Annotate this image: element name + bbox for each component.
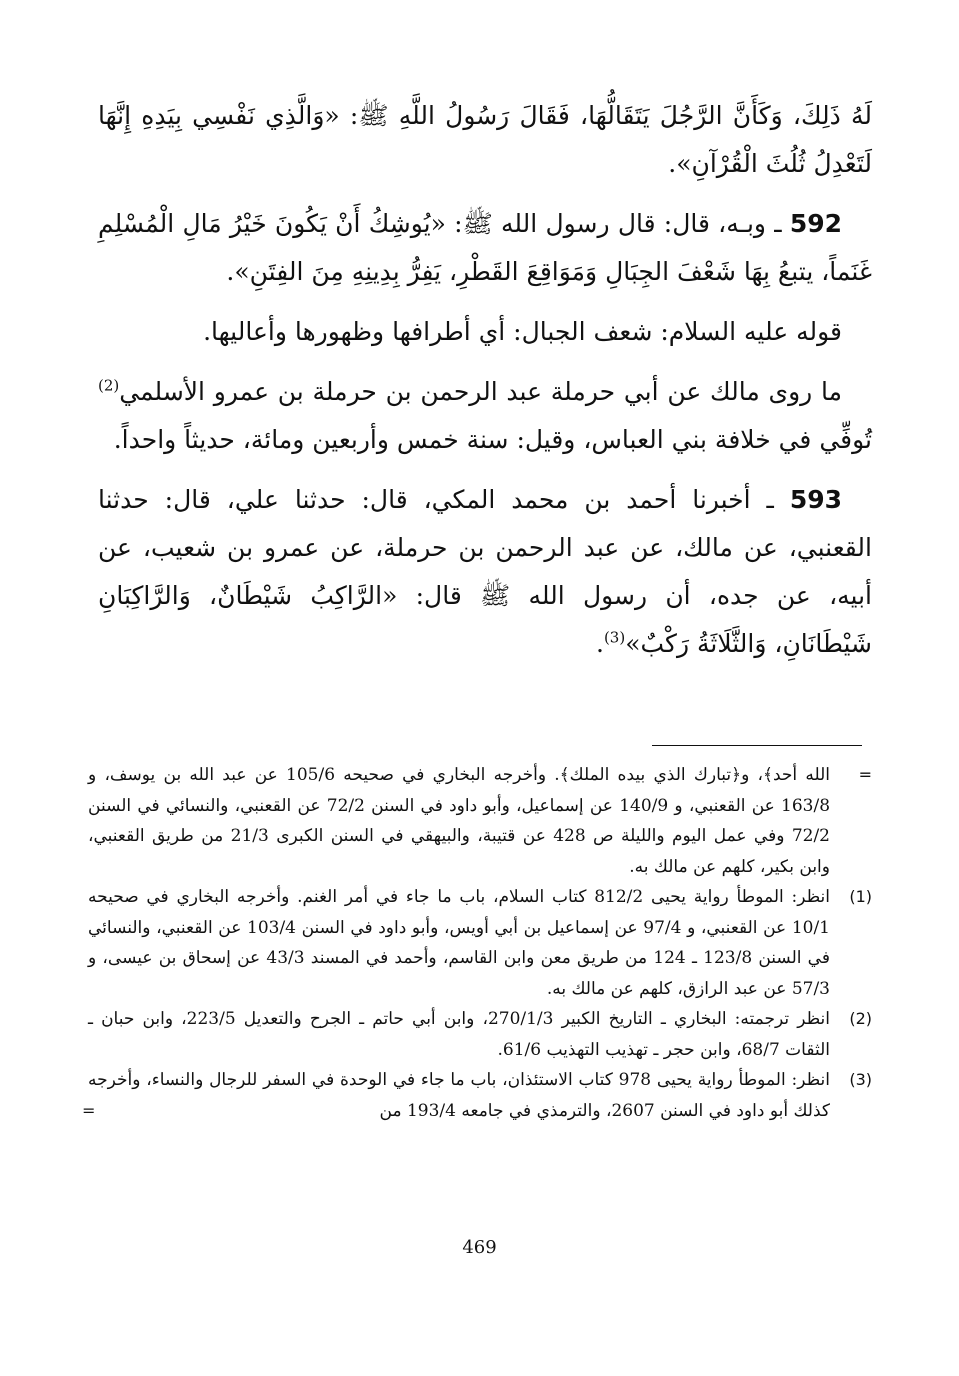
paragraph-continuation: لَهُ ذَلِكَ، وَكَأَنَّ الرَّجُلَ يَتَقَالُّهَا، فَقَالَ رَسُولُ اللَّهِ ﷺ: «وَالَّذِي نَفْسِي بِيَدِهِ إِنَّهَا لَتَعْدِلُ ثُلُثَ الْقُرْآنِ». [98, 101, 872, 178]
main-text [98, 92, 872, 668]
footnote-continuation [88, 760, 872, 882]
continuation-mark: = [82, 1100, 96, 1120]
page-number: 469 [462, 1237, 497, 1258]
footnote-text: الله أحد﴾، و﴿تبارك الذي بيده الملك﴾. وأخرجه البخاري في صحيحه 105/6 عن عبد الله بن يوسف، و 163/8 عن القعنبي، و 140/9 عن إسماعيل، وأبو داود في السنن 72/2 عن القعنبي، والنسائي في السنن 72/2 وفي عمل اليوم والليلة ص 428 عن قتيبة، والبيهقي في السنن الكبرى 21/3 من طريق القعنبي، وابن بكير، كلهم عن مالك به. [88, 765, 831, 877]
footnote-marker: (2) [849, 1009, 872, 1028]
footnote-marker: (1) [849, 887, 872, 906]
hadith-text: ـ وبـه، قال: قال رسول الله ﷺ: «يُوشِكُ أَنْ يَكُونَ خَيْرُ مَالِ الْمُسْلِمِ غَنَماً، يتبعُ بِهَا شَعْفَ الجِبَالِ وَمَوَاقِعَ القَطْرِ، يَفِرُّ بِدِينِهِ مِنَ الفِتَنِ». [98, 209, 872, 286]
narrator-section [98, 368, 872, 464]
footnote-divider [652, 745, 862, 747]
footnote-text: انظر: الموطأ رواية يحيى 978 كتاب الاستئذان، باب ما جاء في الوحدة في السفر للرجال والنساء، وأخرجه كذلك أبو داود في السنن 2607، والترمذي في جامعه 193/4 من [88, 1070, 830, 1121]
hadith-number: 592 [789, 209, 842, 238]
narrator-text-rest: تُوفِّي في خلافة بني العباس، وقيل: سنة خمس وأربعين ومائة، حديثاً واحداً. [113, 425, 872, 454]
footnote-2 [88, 1004, 872, 1065]
footnote-ref-3: (3) [603, 628, 626, 647]
hadith-592 [98, 200, 872, 296]
footnote-3 [82, 1065, 872, 1126]
hadith-text: ـ أخبرنا أحمد بن محمد المكي، قال: حدثنا علي، قال: حدثنا القعنبي، عن مالك، عن عبد الرحمن بن حرملة، عن عمرو بن شعيب، عن أبيه، عن جده، أن رسول الله ﷺ قال: «الرَّاكِبُ شَيْطَانٌ، وَالرَّاكِبَانِ شَيْطَانَانِ، وَالثَّلَاثَةُ رَكْبٌ» [98, 485, 872, 658]
hadith-number: 593 [789, 485, 842, 514]
footnote-1 [88, 882, 872, 1004]
continuation-mark: = [858, 765, 872, 784]
footnote-text: انظر: الموطأ رواية يحيى 812/2 كتاب السلام، باب ما جاء في أمر الغنم. وأخرجه البخاري في صحيحه 10/1 عن القعنبي، و 97/4 عن إسماعيل بن أبي أويس، وأبو داود في السنن 103/4 عن القعنبي، والنسائي في السنن 123/8 ـ 124 من طريق معن وابن القاسم، وأحمد في المسند 43/3 عن إسحاق بن عيسى، و 57/3 عن عبد الرازق، كلهم عن مالك به. [88, 887, 830, 999]
hadith-593 [98, 476, 872, 668]
footnotes [82, 760, 872, 1126]
footnote-ref-2: (2) [98, 376, 120, 395]
footnote-text: انظر ترجمته: البخاري ـ التاريخ الكبير 270/1/3، وابن أبي حاتم ـ الجرح والتعديل 223/5، وابن حبان ـ الثقات 68/7، وابن حجر ـ تهذيب التهذيب 61/6. [88, 1009, 830, 1060]
footnote-marker: (3) [849, 1070, 872, 1089]
hadith-text-end: . [595, 629, 604, 658]
narrator-text: ما روى مالك عن أبي حرملة عبد الرحمن بن حرملة بن عمرو الأسلمي [119, 377, 842, 406]
commentary: قوله عليه السلام: شعف الجبال: أي أطرافها وظهورها وأعاليها. [203, 317, 842, 346]
